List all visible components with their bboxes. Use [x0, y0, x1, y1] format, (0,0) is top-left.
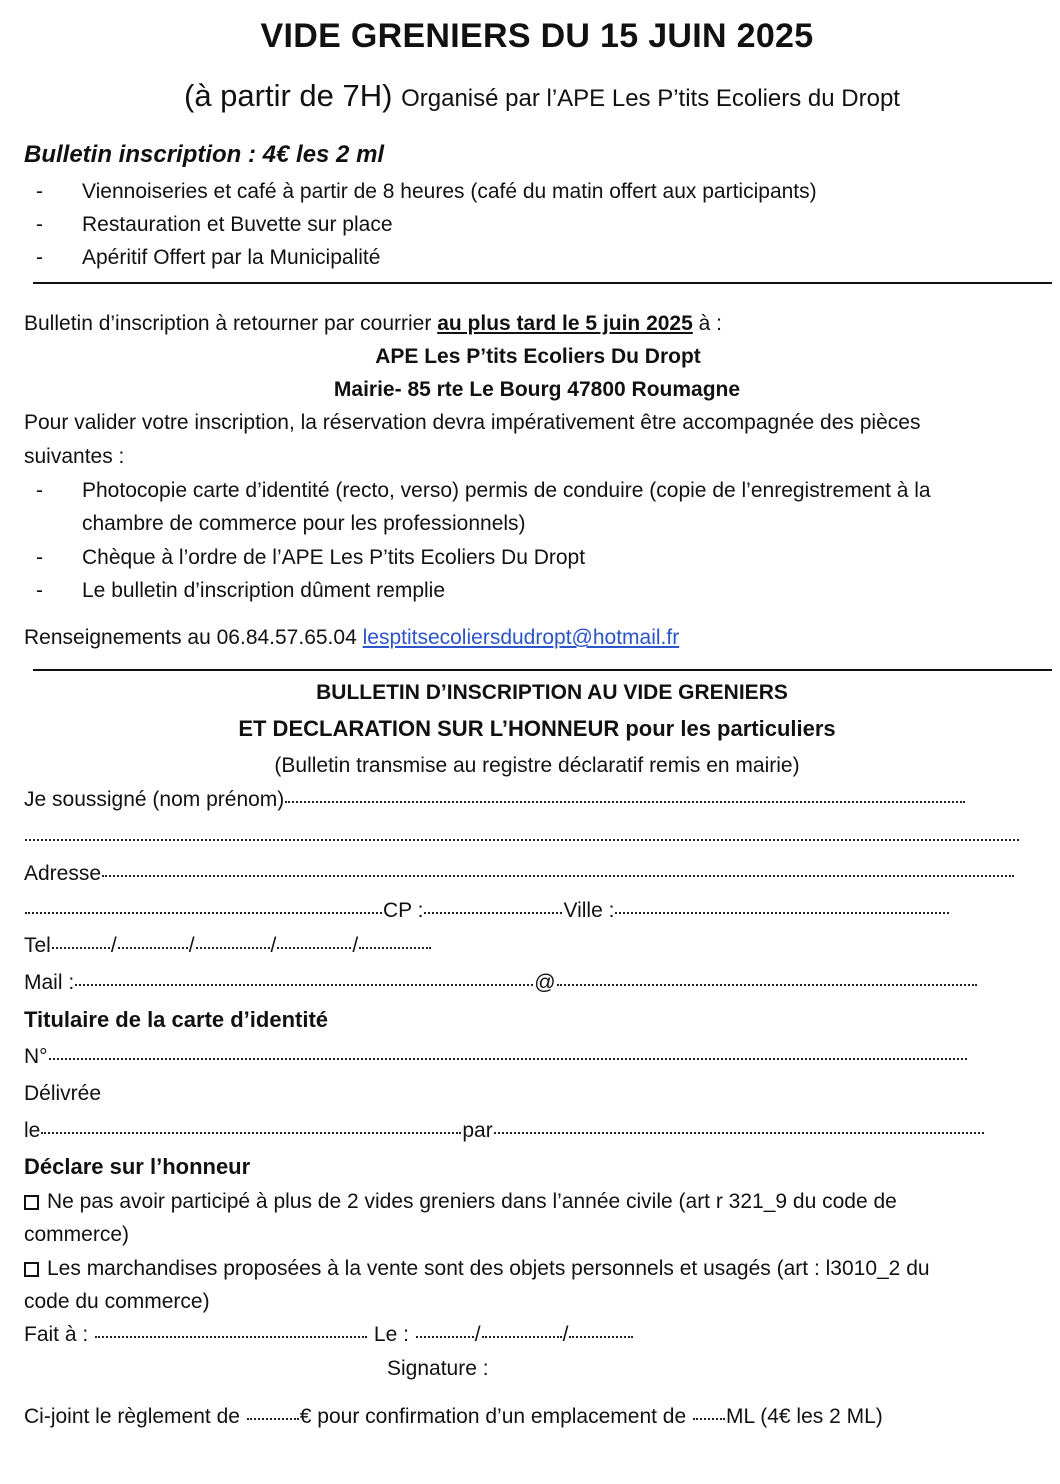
pricing-item: Viennoiseries et café à partir de 8 heures (café du matin offert aux participants) [82, 180, 817, 203]
declaration-1 [24, 1189, 897, 1215]
date-year-field[interactable] [569, 1336, 633, 1338]
required-document-cont: chambre de commerce pour les professionnels) [82, 512, 526, 535]
date-label: Le : [373, 1323, 409, 1346]
id-number-label: N° [24, 1045, 48, 1068]
address-line-1: APE Les P’tits Ecoliers Du Dropt [375, 345, 701, 368]
start-time: (à partir de 7H) [184, 78, 393, 113]
pricing-item: Apéritif Offert par la Municipalité [82, 246, 381, 269]
tel-field-3[interactable] [196, 947, 270, 949]
pricing-heading: Bulletin inscription : 4€ les 2 ml [24, 141, 385, 168]
deadline: au plus tard le 5 juin 2025 [437, 312, 693, 335]
bullet-dash: - [36, 213, 43, 236]
declaration-1-cont: commerce) [24, 1223, 130, 1246]
address-field[interactable] [102, 875, 1014, 877]
delivered-by-field[interactable] [494, 1132, 984, 1134]
date-day-field[interactable] [416, 1336, 474, 1338]
mail-domain-field[interactable] [557, 984, 977, 986]
fait-label: Fait à : [24, 1323, 89, 1346]
fait-place-field[interactable] [95, 1336, 367, 1338]
declaration-2-text: Les marchandises proposées à la vente sont des objets personnels et usagés (art : l3010_2 du [47, 1257, 930, 1280]
tel-field-1[interactable] [52, 947, 110, 949]
delivered-date-field[interactable] [41, 1132, 461, 1134]
required-document: Photocopie carte d’identité (recto, verso) permis de conduire (copie de l’enregistrement à la [82, 479, 931, 502]
organizer: Organisé par l’APE Les P’tits Ecoliers du Dropt [401, 85, 900, 112]
required-document: Chèque à l’ordre de l’APE Les P’tits Ecoliers Du Dropt [82, 546, 586, 569]
form-note: (Bulletin transmise au registre déclaratif remis en mairie) [274, 754, 800, 777]
contact-phone: Renseignements au 06.84.57.65.04 [24, 626, 363, 649]
par-label: par [462, 1119, 493, 1142]
page-title: VIDE GRENIERS DU 15 JUIN 2025 [260, 17, 814, 55]
bullet-dash: - [36, 246, 43, 269]
payment-ml-field[interactable] [693, 1418, 725, 1420]
payment-text-2: € pour confirmation d’un emplacement de [299, 1405, 693, 1428]
delivered-label: Délivrée [24, 1082, 102, 1105]
required-document: Le bulletin d’inscription dûment remplie [82, 579, 446, 602]
payment-text-1: Ci-joint le règlement de [24, 1405, 246, 1428]
return-intro-end: à : [692, 312, 722, 335]
name-row-cont [24, 825, 1020, 851]
name-field[interactable] [285, 801, 965, 803]
bullet-dash: - [36, 579, 43, 602]
city-row [24, 898, 950, 924]
contact-email-link[interactable]: lesptitsecoliersdudropt@hotmail.fr [362, 626, 680, 649]
name-field-cont[interactable] [25, 839, 1019, 841]
page-subtitle [0, 78, 1060, 117]
tel-row: Tel / / / / [24, 933, 432, 959]
name-row [24, 787, 966, 813]
declaration-1-checkbox[interactable] [24, 1195, 39, 1210]
tel-field-5[interactable] [359, 947, 431, 949]
contact-line [24, 625, 679, 651]
return-instructions [24, 311, 722, 337]
address-line-2: Mairie- 85 rte Le Bourg 47800 Roumagne [333, 378, 741, 401]
id-heading: Titulaire de la carte d’identité [24, 1007, 329, 1032]
pricing-item: Restauration et Buvette sur place [82, 213, 393, 236]
ville-label: Ville : [563, 899, 615, 922]
date-month-field[interactable] [482, 1336, 562, 1338]
name-label: Je soussigné (nom prénom) [24, 788, 285, 811]
tel-label: Tel [24, 934, 51, 957]
id-number-field[interactable] [49, 1058, 967, 1060]
bullet-dash: - [36, 479, 43, 502]
delivered-row [24, 1118, 985, 1144]
address-label: Adresse [24, 862, 102, 885]
tel-field-4[interactable] [277, 947, 351, 949]
declare-heading: Déclare sur l’honneur [24, 1154, 251, 1179]
payment-row [24, 1404, 883, 1430]
declaration-2-cont: code du commerce) [24, 1290, 210, 1313]
validate-text: Pour valider votre inscription, la réservation devra impérativement être accompagnée des pièces [24, 411, 921, 434]
mail-user-field[interactable] [75, 984, 533, 986]
mail-label: Mail : [24, 971, 75, 994]
return-intro: Bulletin d’inscription à retourner par courrier [24, 312, 438, 335]
validate-text-cont: suivantes : [24, 445, 125, 468]
payment-text-3: ML (4€ les 2 ML) [726, 1405, 883, 1428]
fait-row: Fait à : Le : / / [24, 1322, 634, 1348]
payment-amount-field[interactable] [247, 1418, 299, 1420]
divider [33, 669, 1052, 671]
bullet-dash: - [36, 546, 43, 569]
declaration-2 [24, 1256, 930, 1282]
address-row [24, 861, 1015, 887]
declaration-2-checkbox[interactable] [24, 1262, 39, 1277]
at-sign: @ [534, 971, 556, 994]
divider [33, 282, 1052, 284]
cp-field[interactable] [424, 912, 562, 914]
form-title-2: ET DECLARATION SUR L’HONNEUR pour les particuliers [238, 716, 836, 741]
cp-label: CP : [383, 899, 424, 922]
mail-row [24, 970, 978, 996]
ville-field[interactable] [615, 912, 949, 914]
signature-label: Signature : [387, 1357, 489, 1380]
id-number-row [24, 1044, 968, 1070]
bullet-dash: - [36, 180, 43, 203]
form-title: BULLETIN D’INSCRIPTION AU VIDE GRENIERS [316, 681, 788, 704]
tel-field-2[interactable] [118, 947, 188, 949]
address-field-cont[interactable] [25, 912, 382, 914]
declaration-1-text: Ne pas avoir participé à plus de 2 vides greniers dans l’année civile (art r 321_9 du code de [47, 1190, 897, 1213]
le-label: le [24, 1119, 41, 1142]
